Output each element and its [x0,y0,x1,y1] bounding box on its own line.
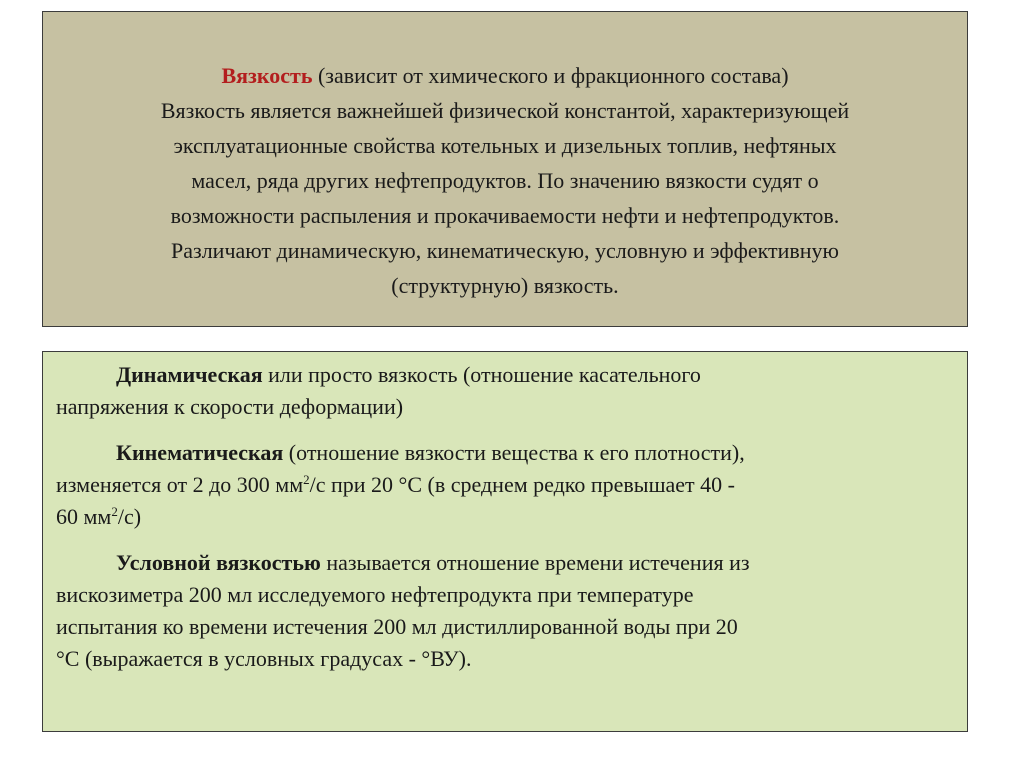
kinematic-term: Кинематическая [116,440,284,465]
definition-line: возможности распыления и прокачиваемости нефти и нефтепродуктов. [170,203,840,228]
definition-line: эксплуатационные свойства котельных и дизельных топлив, нефтяных [173,133,837,158]
superscript: 2 [303,472,310,487]
superscript: 2 [111,504,118,519]
definition-line: масел, ряда других нефтепродуктов. По значению вязкости судят о [191,168,819,193]
dynamic-viscosity-paragraph: Динамическая или просто вязкость (отношение касательного напряжения к скорости деформации) [56,362,701,419]
definition-line: Вязкость является важнейшей физической константой, характеризующей [160,98,850,123]
heading-line [63,58,947,93]
heading-note: (зависит от химического и фракционного состава) [312,63,789,88]
dynamic-term: Динамическая [116,362,263,387]
definition-line: Различают динамическую, кинематическую, условную и эффективную [171,238,839,263]
viscosity-term: Вязкость [221,63,313,88]
definition-line: (структурную) вязкость. [391,273,619,298]
conditional-term: Условной вязкостью [116,550,321,575]
conditional-viscosity-paragraph: Условной вязкостью называется отношение времени истечения из вискозиметра 200 мл исследуемого нефтепродукта при температуре испытания ко времени истечения 200 мл дистиллированной воды при 20 °С (выражается в условных градусах - °ВУ). [56,550,750,671]
kinematic-viscosity-paragraph: Кинематическая (отношение вязкости вещества к его плотности), изменяется от 2 до 300 $мм^2/с$ при 20 °С (в среднем редко превышает 40 - 60 $мм^2/с$) [56,440,745,529]
viscosity-definition-box [42,11,968,327]
viscosity-types-box [42,351,968,732]
